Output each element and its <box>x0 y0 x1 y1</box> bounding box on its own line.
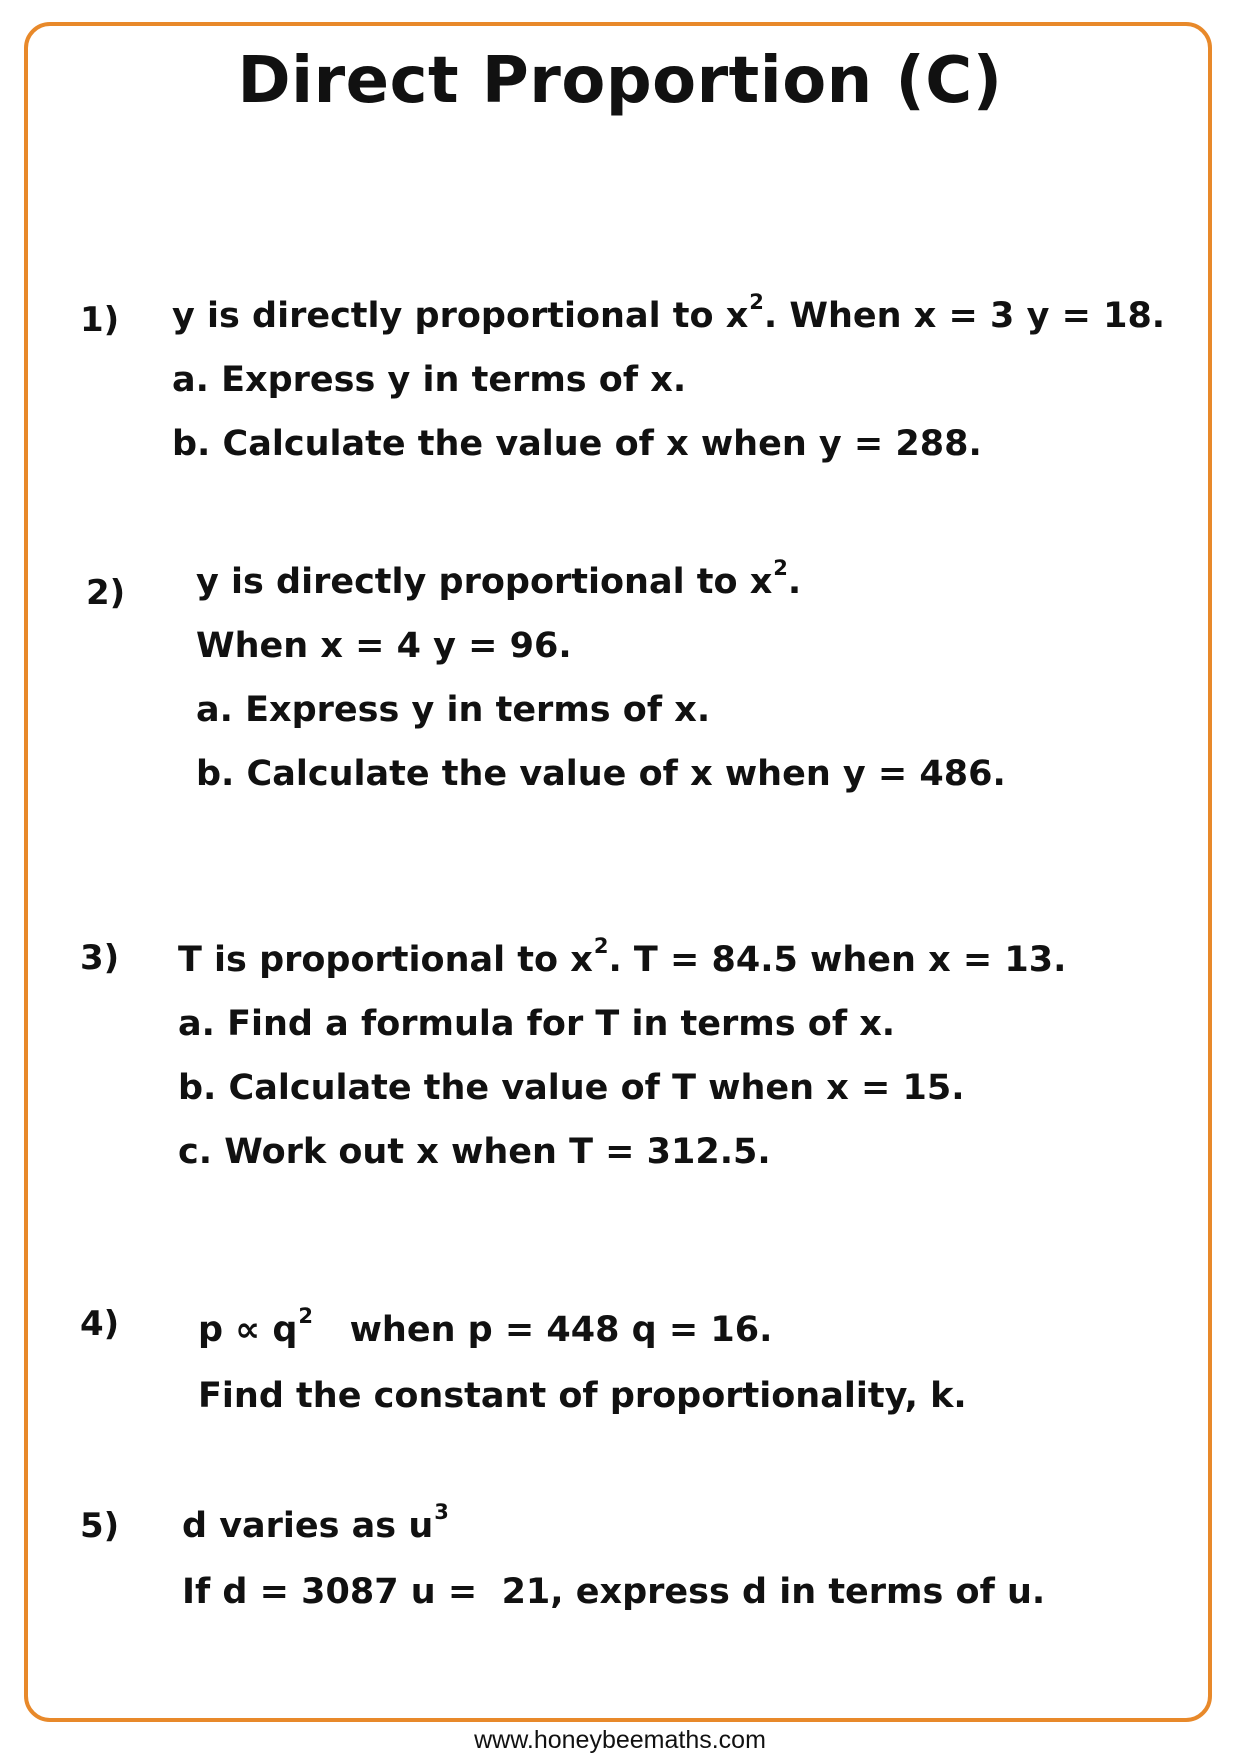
question-2-condition: When x = 4 y = 96. <box>196 626 572 666</box>
question-3-part-c: c. Work out x when T = 312.5. <box>178 1132 771 1172</box>
question-4-statement-rest: when p = 448 q = 16. <box>313 1310 773 1350</box>
question-3-statement-text: T is proportional to x <box>178 940 593 980</box>
question-5-task: If d = 3087 u = 21, express d in terms of u. <box>182 1572 1046 1612</box>
question-5-exponent: 3 <box>434 1500 449 1524</box>
question-5-number: 5) <box>80 1506 120 1546</box>
question-3-exponent: 2 <box>593 934 609 958</box>
question-3-statement-rest: . T = 84.5 when x = 13. <box>608 940 1067 980</box>
worksheet-border <box>24 22 1212 1722</box>
question-2-statement-text: y is directly proportional to x <box>196 562 773 602</box>
question-1-exponent: 2 <box>749 290 764 314</box>
question-1-part-a: a. Express y in terms of x. <box>172 360 687 400</box>
question-2-part-b: b. Calculate the value of x when y = 486. <box>196 754 1006 794</box>
question-4-task: Find the constant of proportionality, k. <box>198 1376 967 1416</box>
question-1-statement-text: y is directly proportional to x <box>172 296 749 336</box>
question-1-part-b: b. Calculate the value of x when y = 288. <box>172 424 982 464</box>
question-3-part-a: a. Find a formula for T in terms of x. <box>178 1004 896 1044</box>
question-3-statement <box>178 934 1067 986</box>
question-5-statement-text: d varies as u <box>182 1506 434 1546</box>
question-2-statement-rest: . <box>787 562 802 602</box>
question-2-exponent: 2 <box>773 556 788 580</box>
question-4-number: 4) <box>80 1304 120 1344</box>
question-2-statement <box>196 556 802 608</box>
question-2-part-a: a. Express y in terms of x. <box>196 690 711 730</box>
footer-website: www.honeybeemaths.com <box>474 1726 766 1754</box>
question-5-statement <box>182 1500 449 1552</box>
question-2-number: 2) <box>86 573 126 613</box>
question-3-number: 3) <box>80 938 120 978</box>
question-1-number: 1) <box>80 300 120 340</box>
question-4-exponent: 2 <box>298 1304 314 1328</box>
question-3-part-b: b. Calculate the value of T when x = 15. <box>178 1068 965 1108</box>
question-1-statement <box>172 290 1166 342</box>
question-4-statement <box>198 1304 773 1356</box>
question-4-statement-text: p ∝ q <box>198 1310 298 1350</box>
question-1-statement-rest: . When x = 3 y = 18. <box>763 296 1166 336</box>
page-title: Direct Proportion (C) <box>237 44 1003 118</box>
